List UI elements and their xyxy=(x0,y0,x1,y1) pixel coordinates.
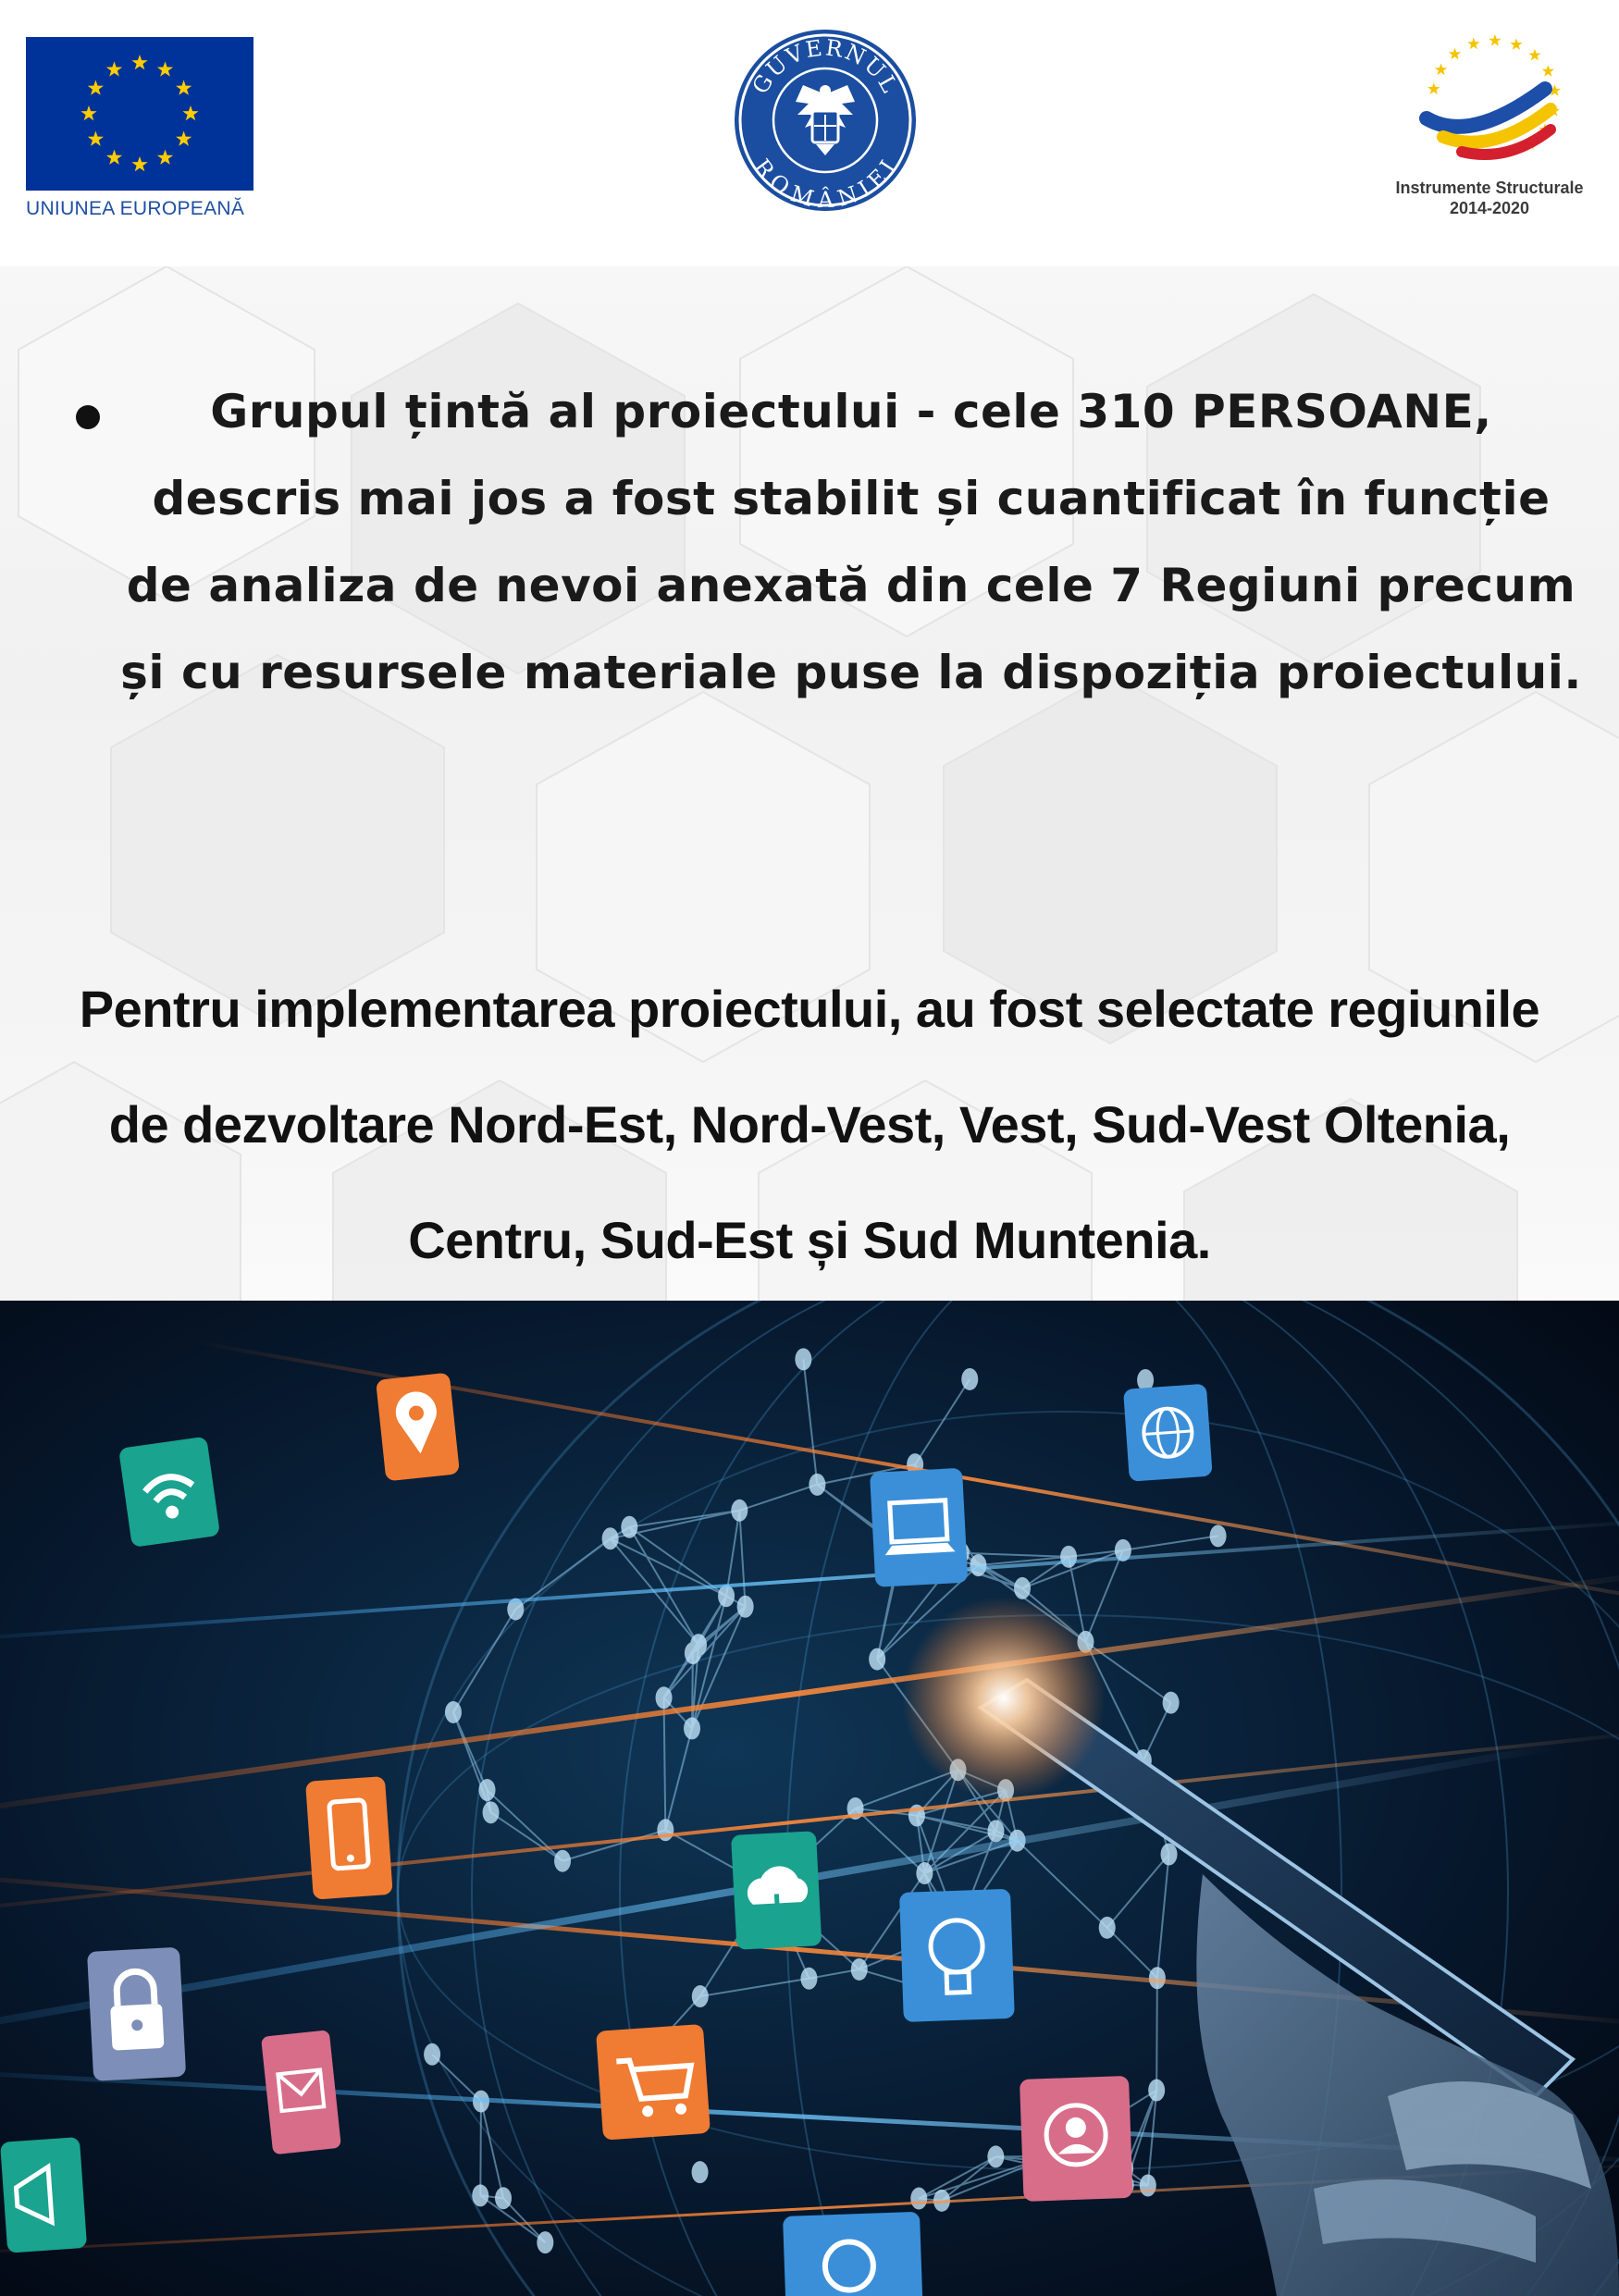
network-node xyxy=(1060,1546,1077,1568)
lock-icon xyxy=(87,1947,186,2081)
is-star-icon xyxy=(1489,34,1501,46)
network-node xyxy=(1014,1577,1031,1599)
network-node xyxy=(910,2188,927,2210)
search-icon xyxy=(783,2212,923,2296)
network-node xyxy=(495,2187,512,2209)
network-node xyxy=(692,2161,709,2183)
user-icon xyxy=(1020,2076,1133,2202)
network-node xyxy=(479,1779,496,1801)
shopping-cart-icon xyxy=(596,2024,711,2141)
network-node xyxy=(692,1985,709,2007)
network-node xyxy=(424,2043,440,2066)
network-node xyxy=(987,2145,1004,2167)
network-node xyxy=(1149,1967,1166,1989)
network-node xyxy=(1140,2175,1156,2197)
network-node xyxy=(656,1686,673,1709)
eu-flag-icon xyxy=(26,37,253,191)
network-node xyxy=(445,1701,462,1723)
is-star-icon xyxy=(1542,65,1554,77)
laptop-icon xyxy=(870,1468,968,1587)
network-node xyxy=(970,1554,986,1576)
is-star-icon xyxy=(1427,82,1440,94)
light-flare xyxy=(902,1597,1106,1800)
government-seal-icon xyxy=(731,26,920,215)
network-link xyxy=(480,2102,481,2196)
government-seal xyxy=(731,26,920,218)
text-section xyxy=(0,266,1619,1301)
bullet-point-icon xyxy=(76,405,100,429)
cloud-upload-icon xyxy=(731,1831,822,1950)
is-caption-line1: Instrumente Structurale xyxy=(1395,179,1584,197)
network-node xyxy=(685,1642,701,1664)
instrumente-structurale-caption xyxy=(1369,178,1610,218)
network-node xyxy=(554,1850,571,1872)
network-node xyxy=(809,1474,825,1496)
regions-paragraph: Pentru implementarea proiectului, au fost selectate regiunile de dezvoltare Nord-Est, Nord-Vest, Vest, Sud-Vest Oltenia, Centru, Sud-Est și Sud Muntenia. xyxy=(79,980,1540,1269)
network-node xyxy=(621,1516,637,1538)
network-node xyxy=(1163,1692,1180,1714)
megaphone-icon xyxy=(0,2137,87,2253)
network-node xyxy=(731,1500,748,1522)
network-node xyxy=(800,1968,817,1990)
network-node xyxy=(718,1585,735,1607)
target-group-paragraph: Grupul țintă al proiectului - cele 310 PERSOANE, descris mai jos a fost stabilit și cuantificat în funcție de analiza de nevoi anexată din cele 7 Regiuni precum și cu resursele materiale puse la dispoziția proiectului. xyxy=(120,385,1582,699)
network-node xyxy=(684,1717,700,1739)
globe-icon xyxy=(1123,1384,1213,1482)
network-node xyxy=(472,2184,488,2206)
network-node xyxy=(851,1958,868,1981)
is-star-icon xyxy=(1510,38,1522,50)
location-pin-icon xyxy=(376,1373,460,1482)
is-star-icon xyxy=(1449,48,1461,60)
seal-text-top: GUVERNUL xyxy=(747,34,904,99)
instrumente-structurale-emblem-icon xyxy=(1406,33,1573,172)
wifi-icon xyxy=(118,1437,220,1548)
digital-network-illustration xyxy=(0,1301,1619,2296)
network-node xyxy=(483,1801,500,1823)
network-illustration-graphic xyxy=(0,1301,1619,2296)
network-node xyxy=(869,1648,885,1671)
is-star-icon xyxy=(1528,49,1540,61)
network-node xyxy=(1148,2080,1165,2102)
instrumente-structurale-logo xyxy=(1369,33,1610,218)
network-node xyxy=(737,1596,754,1618)
is-star-icon xyxy=(1435,64,1447,76)
is-caption-line2: 2014-2020 xyxy=(1449,199,1530,217)
network-node xyxy=(1210,1524,1227,1547)
network-link xyxy=(1156,1978,1157,2090)
is-star-icon xyxy=(1467,38,1479,50)
smartphone-icon xyxy=(305,1776,393,1900)
network-node xyxy=(537,2231,553,2253)
network-link xyxy=(692,1653,693,1728)
network-node xyxy=(795,1348,811,1370)
header-logos xyxy=(0,0,1619,266)
network-node xyxy=(916,1862,933,1884)
network-node xyxy=(961,1368,978,1390)
eu-caption: UNIUNEA EUROPEANĂ xyxy=(26,198,245,219)
network-node xyxy=(987,1820,1004,1842)
network-node xyxy=(602,1527,619,1549)
network-node xyxy=(1161,1844,1178,1866)
seal-text-bottom: ROMÂNIEI xyxy=(748,154,902,213)
network-node xyxy=(1099,1917,1116,1939)
eu-logo xyxy=(26,37,255,220)
lightbulb-icon xyxy=(899,1889,1015,2022)
mail-icon xyxy=(261,2030,341,2154)
